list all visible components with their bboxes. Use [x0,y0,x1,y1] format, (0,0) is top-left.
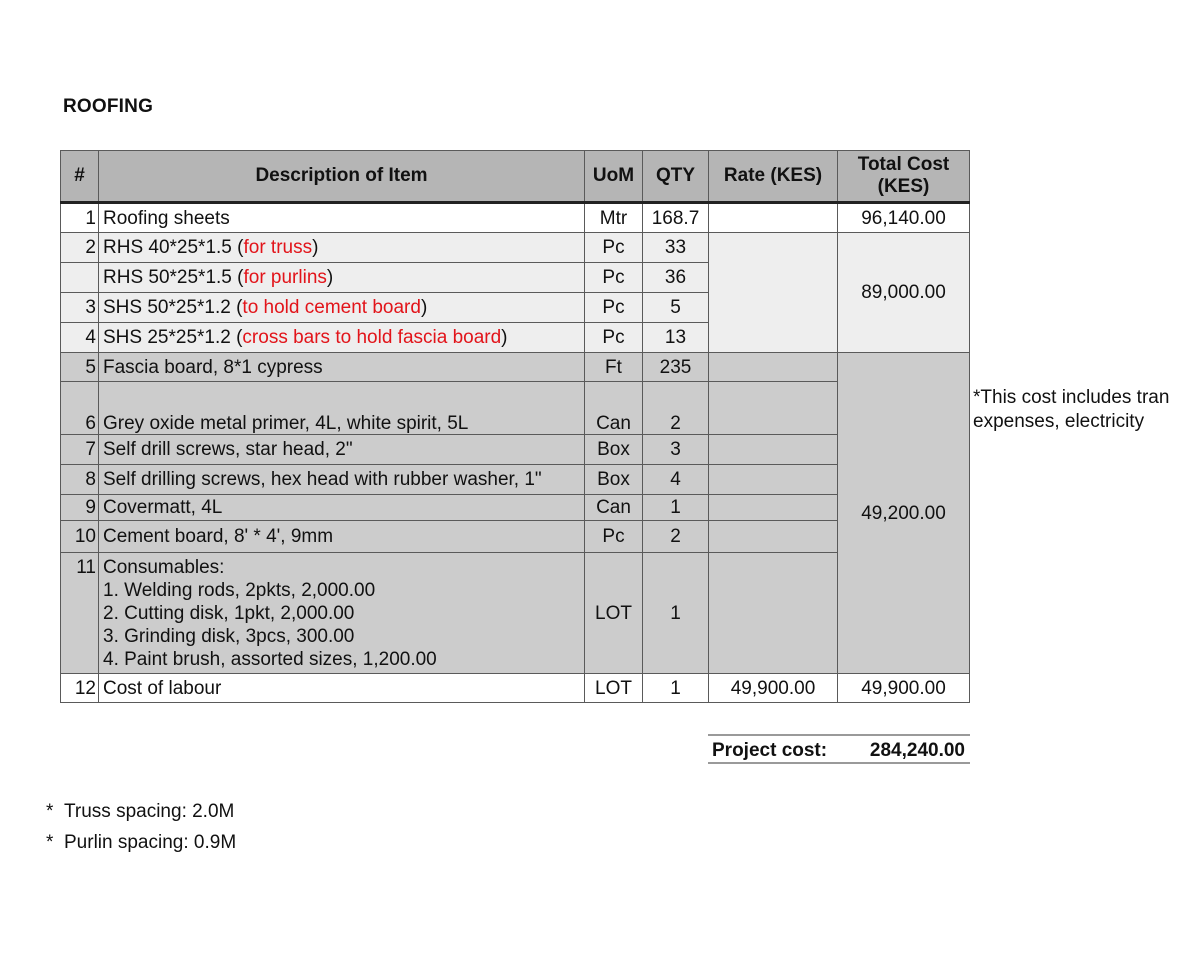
header-total-line2: (KES) [877,176,930,197]
consumables-item: 2. Cutting disk, 1pkt, 2,000.00 [103,603,355,624]
spacing-notes [46,796,236,858]
row-description [99,293,585,323]
row-qty: 5 [643,293,709,323]
consumables-item: 3. Grinding disk, 3pcs, 300.00 [103,626,355,647]
row-qty: 1 [643,674,709,703]
note-item [46,827,236,858]
row-qty: 33 [643,233,709,263]
consumables-heading: Consumables: [103,557,225,578]
header-qty: QTY [643,151,709,203]
header-num: # [61,151,99,203]
row-rate [709,553,838,674]
total-group-steel: 89,000.00 [838,233,970,353]
row-qty: 13 [643,323,709,353]
table-row [61,233,970,263]
side-note-line: expenses, electricity [973,411,1145,432]
row-uom: Ft [585,353,643,382]
row-qty: 2 [643,382,709,435]
row-description: Self drill screws, star head, 2" [99,435,585,465]
description-close: ) [312,237,319,258]
description-text: RHS 50*25*1.5 ( [103,267,244,288]
row-uom: Pc [585,263,643,293]
description-text: RHS 40*25*1.5 ( [103,237,244,258]
consumables-item: 1. Welding rods, 2pkts, 2,000.00 [103,580,376,601]
row-uom: Pc [585,323,643,353]
row-rate [709,203,838,233]
row-num: 10 [61,521,99,553]
consumables-item: 4. Paint brush, assorted sizes, 1,200.00 [103,649,437,670]
row-uom: Pc [585,233,643,263]
row-uom: Mtr [585,203,643,233]
row-total: 49,900.00 [838,674,970,703]
row-qty: 2 [643,521,709,553]
row-qty: 168.7 [643,203,709,233]
row-num [61,263,99,293]
row-num: 1 [61,203,99,233]
row-description: Covermatt, 4L [99,495,585,521]
row-uom: Pc [585,293,643,323]
row-uom: Box [585,465,643,495]
description-close: ) [326,267,334,288]
row-rate [709,435,838,465]
row-uom: Pc [585,521,643,553]
row-qty: 1 [643,553,709,674]
row-num: 6 [61,382,99,435]
row-qty: 4 [643,465,709,495]
row-num: 3 [61,293,99,323]
table-row [61,553,970,674]
row-description: Cost of labour [99,674,585,703]
table-row [61,353,970,382]
row-num: 9 [61,495,99,521]
row-description: Grey oxide metal primer, 4L, white spirit, 5L [99,382,585,435]
row-description: Self drilling screws, hex head with rubber washer, 1" [99,465,585,495]
project-cost-label: Project cost: [712,740,828,761]
note-bullet: * [46,832,54,853]
row-qty: 235 [643,353,709,382]
header-total [838,151,970,203]
row-rate [709,495,838,521]
row-uom: LOT [585,553,643,674]
row-rate [709,521,838,553]
row-uom: LOT [585,674,643,703]
row-rate: 49,900.00 [709,674,838,703]
description-note: cross bars to hold fascia board [242,327,502,348]
description-close: ) [501,327,508,348]
description-close: ) [420,297,428,318]
row-num: 2 [61,233,99,263]
row-description: Fascia board, 8*1 cypress [99,353,585,382]
row-rate [709,382,838,435]
section-title: ROOFING [63,96,154,117]
row-num: 7 [61,435,99,465]
side-note-line: *This cost includes tran [973,387,1170,408]
row-num: 5 [61,353,99,382]
description-note: for truss [243,237,313,258]
note-bullet: * [46,801,54,822]
table-row [61,435,970,465]
table-row [61,382,970,435]
note-text: Purlin spacing: 0.9M [64,832,237,853]
row-total: 96,140.00 [838,203,970,233]
row-num: 12 [61,674,99,703]
side-note [973,386,1179,434]
header-total-line1: Total Cost [857,154,950,175]
row-rate [709,353,838,382]
note-item [46,796,236,827]
row-num: 8 [61,465,99,495]
row-description [99,263,585,293]
row-uom: Box [585,435,643,465]
cost-table [60,150,970,703]
row-description: Cement board, 8' * 4', 9mm [99,521,585,553]
table-row [61,495,970,521]
project-cost-value: 284,240.00 [869,740,965,761]
header-row [61,151,970,203]
description-note: to hold cement board [242,297,421,318]
description-note: for purlins [243,267,327,288]
row-num: 4 [61,323,99,353]
row-qty: 3 [643,435,709,465]
total-group-materials: 49,200.00 [838,353,970,674]
row-num: 11 [61,553,99,674]
table-row [61,203,970,233]
project-cost-summary [708,734,970,764]
row-description [99,233,585,263]
description-text: SHS 25*25*1.2 ( [103,327,243,348]
description-text: SHS 50*25*1.2 ( [103,297,243,318]
note-text: Truss spacing: 2.0M [64,801,235,822]
row-qty: 36 [643,263,709,293]
row-description: Roofing sheets [99,203,585,233]
table-row [61,521,970,553]
row-qty: 1 [643,495,709,521]
row-description [99,553,585,674]
row-description [99,323,585,353]
row-rate [709,465,838,495]
header-uom: UoM [585,151,643,203]
header-rate: Rate (KES) [709,151,838,203]
header-description: Description of Item [99,151,585,203]
row-uom: Can [585,495,643,521]
table-row [61,465,970,495]
row-uom: Can [585,382,643,435]
table-row [61,674,970,703]
rate-group-steel [709,233,838,353]
